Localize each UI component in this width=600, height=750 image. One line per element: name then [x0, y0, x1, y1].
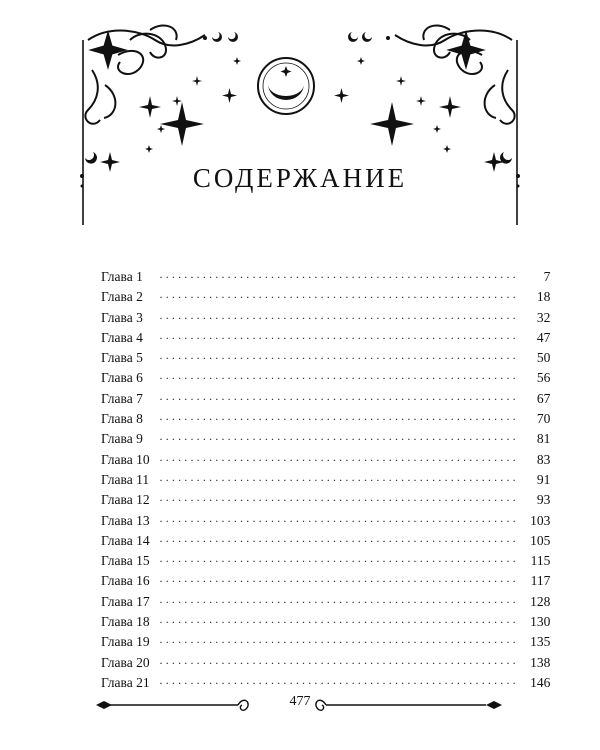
- toc-chapter-label: Глава 20: [101, 654, 150, 670]
- toc-row[interactable]: [101, 370, 551, 390]
- toc-row[interactable]: [101, 269, 551, 289]
- toc-row[interactable]: [101, 614, 551, 634]
- crescent-moon-circle-icon: [258, 58, 314, 114]
- toc-leader-dots: ··························································: [159, 594, 519, 609]
- toc-page-number: 138: [530, 654, 551, 670]
- toc-leader-dots: ··························································: [159, 574, 519, 589]
- toc-leader-dots: ··························································: [159, 270, 519, 284]
- toc-chapter-label: Глава 4: [101, 329, 143, 345]
- toc-row[interactable]: [101, 329, 551, 350]
- toc-page-number: 50: [536, 350, 551, 366]
- toc-row[interactable]: [101, 350, 551, 370]
- toc-page-number: 103: [530, 512, 551, 528]
- toc-page-number: 18: [536, 289, 551, 305]
- toc-row[interactable]: [101, 593, 551, 614]
- toc-row[interactable]: [101, 532, 551, 553]
- toc-page-number: 91: [536, 471, 551, 487]
- toc-page-number: 128: [530, 593, 551, 609]
- toc-row[interactable]: [101, 512, 551, 533]
- toc-leader-dots: ··························································: [159, 513, 519, 528]
- toc-chapter-label: Глава 2: [101, 289, 143, 305]
- toc-chapter-label: Глава 9: [101, 431, 143, 447]
- toc-leader-dots: ··························································: [159, 432, 519, 447]
- toc-chapter-label: Глава 14: [101, 532, 150, 548]
- toc-row[interactable]: [101, 492, 551, 512]
- toc-leader-dots: ··························································: [159, 655, 519, 670]
- toc-chapter-label: Глава 1: [101, 269, 143, 284]
- toc-page-number: 83: [536, 451, 551, 467]
- toc-page-number: 117: [530, 573, 551, 589]
- toc-leader-dots: ··························································: [159, 371, 519, 386]
- page-number: 477: [289, 694, 311, 709]
- toc-chapter-label: Глава 12: [101, 492, 150, 508]
- toc-leader-dots: ··························································: [159, 391, 519, 406]
- toc-row[interactable]: [101, 431, 551, 451]
- toc-row[interactable]: [101, 553, 551, 573]
- toc-chapter-label: Глава 18: [101, 614, 150, 630]
- toc-page-number: 7: [543, 269, 551, 284]
- toc-row[interactable]: [101, 309, 551, 330]
- crescent-icon: [85, 32, 512, 164]
- toc-chapter-label: Глава 10: [101, 451, 150, 467]
- toc-chapter-label: Глава 7: [101, 390, 143, 406]
- toc-page-number: 115: [530, 553, 551, 569]
- toc-row[interactable]: [101, 390, 551, 411]
- toc-leader-dots: ··························································: [159, 533, 519, 548]
- toc-chapter-label: Глава 13: [101, 512, 150, 528]
- toc-page-number: 81: [536, 431, 551, 447]
- toc-row[interactable]: [101, 289, 551, 309]
- toc-chapter-label: Глава 21: [101, 674, 150, 690]
- toc-chapter-label: Глава 19: [101, 634, 150, 650]
- toc-leader-dots: ··························································: [159, 493, 519, 508]
- toc-chapter-label: Глава 6: [101, 370, 143, 386]
- toc-leader-dots: ··························································: [159, 412, 519, 427]
- toc-page-number: 146: [530, 674, 551, 690]
- toc-leader-dots: ··························································: [159, 351, 519, 366]
- toc-row[interactable]: [101, 411, 551, 431]
- toc-page-number: 47: [536, 329, 551, 345]
- toc-leader-dots: ··························································: [159, 554, 519, 569]
- toc-row[interactable]: [101, 634, 551, 654]
- toc-leader-dots: ··························································: [159, 330, 519, 345]
- toc-chapter-label: Глава 17: [101, 593, 150, 609]
- toc-leader-dots: ··························································: [159, 635, 519, 650]
- toc-chapter-label: Глава 11: [101, 471, 150, 487]
- toc-chapter-label: Глава 16: [101, 573, 150, 589]
- toc-page-number: 67: [536, 390, 551, 406]
- toc-row[interactable]: [101, 573, 551, 593]
- toc-page-number: 70: [536, 411, 551, 427]
- right-flourish-icon: [395, 25, 515, 123]
- toc-page-number: 135: [530, 634, 551, 650]
- toc-chapter-label: Глава 15: [101, 553, 150, 569]
- toc-leader-dots: ··························································: [159, 452, 519, 467]
- toc-chapter-label: Глава 3: [101, 309, 143, 325]
- toc-leader-dots: ··························································: [159, 615, 519, 630]
- toc-chapter-label: Глава 8: [101, 411, 143, 427]
- toc-row[interactable]: [101, 471, 551, 492]
- header-ornament: [0, 0, 600, 230]
- page-title: СОДЕРЖАНИЕ: [192, 163, 408, 193]
- left-flourish-icon: [85, 25, 205, 123]
- toc-chapter-label: Глава 5: [101, 350, 143, 366]
- toc-leader-dots: ··························································: [159, 675, 519, 690]
- toc-row[interactable]: [101, 654, 551, 675]
- table-of-contents: [101, 269, 551, 695]
- toc-leader-dots: ··························································: [159, 310, 519, 325]
- toc-leader-dots: ··························································: [159, 290, 519, 305]
- toc-leader-dots: ··························································: [159, 472, 519, 487]
- toc-page-number: 130: [530, 614, 551, 630]
- toc-page-number: 93: [536, 492, 551, 508]
- toc-row[interactable]: [101, 451, 551, 472]
- toc-page-number: 56: [536, 370, 551, 386]
- toc-page-number: 32: [536, 309, 551, 325]
- toc-page-number: 105: [530, 532, 551, 548]
